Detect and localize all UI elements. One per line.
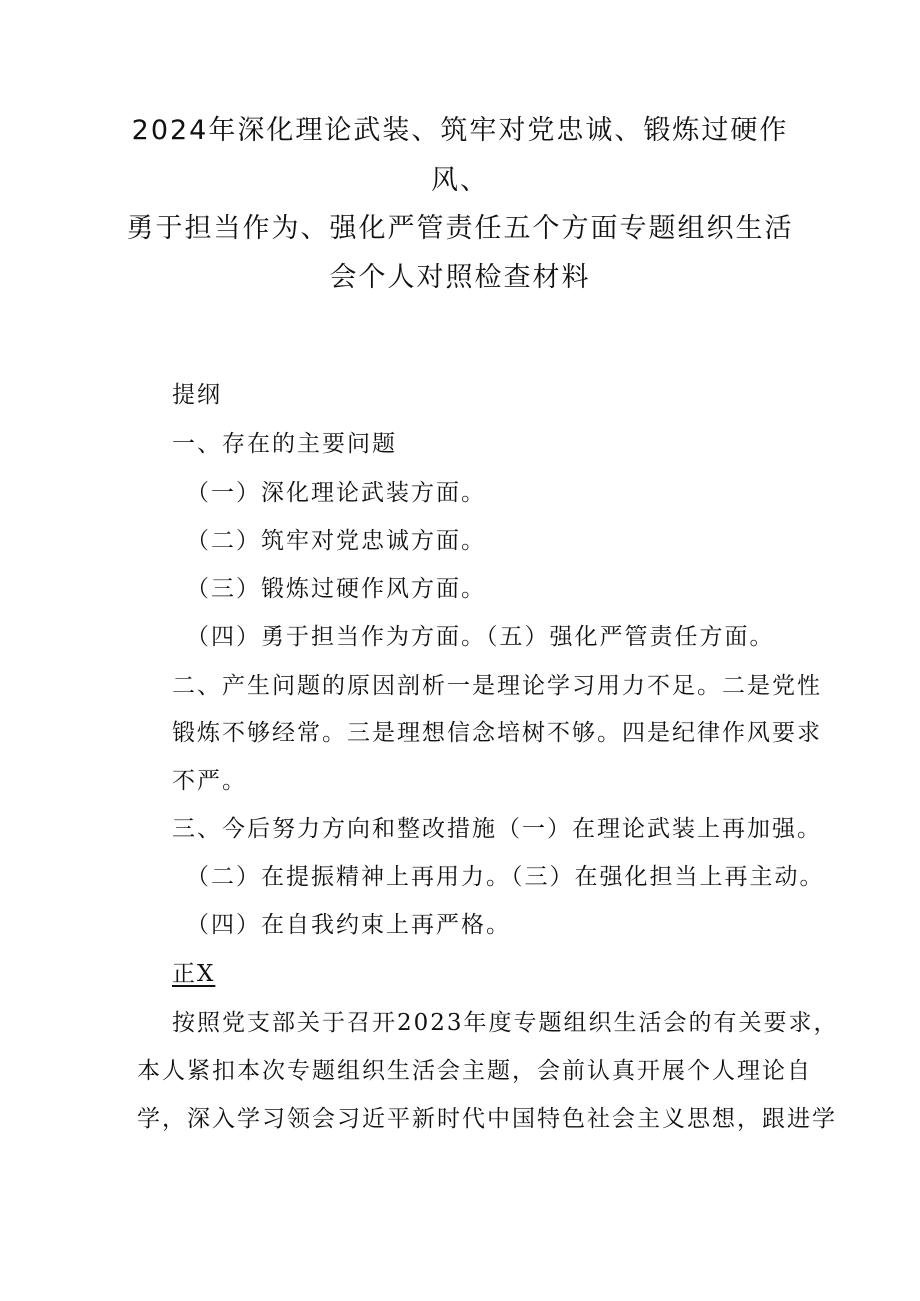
body-label: 正X [172, 961, 216, 987]
title-line-1: 2024年深化理论武装、筑牢对党忠诚、锻炼过硬作 [131, 115, 789, 146]
section-3-line: （二）在提振精神上再用力。（三）在强化担当上再主动。 [186, 864, 825, 890]
body-paragraph-line: 按照党支部关于召开2023年度专题组织生活会的有关要求， [172, 1010, 839, 1036]
section-2-line: 不严。 [172, 768, 247, 794]
body-paragraph-line: 本人紧扣本次专题组织生活会主题，会前认真开展个人理论自 [137, 1058, 812, 1084]
section-1-heading: 一、存在的主要问题 [172, 431, 397, 457]
title-line-4: 会个人对照检查材料 [329, 262, 591, 293]
section-2-line: 锻炼不够经常。三是理想信念培树不够。四是纪律作风要求 [172, 720, 822, 746]
section-1-item: （一）深化理论武装方面。 [186, 480, 486, 506]
section-1-item: （四）勇于担当作为方面。（五）强化严管责任方面。 [186, 624, 775, 650]
outline-label: 提纲 [172, 382, 222, 408]
section-1-item: （三）锻炼过硬作风方面。 [186, 576, 486, 602]
title-line-2: 风、 [431, 165, 489, 196]
section-2-line: 二、产生问题的原因剖析一是理论学习用力不足。二是党性 [172, 673, 822, 699]
title-line-3: 勇于担当作为、强化严管责任五个方面专题组织生活 [126, 213, 794, 244]
body-paragraph-line: 学，深入学习领会习近平新时代中国特色社会主义思想，跟进学 [137, 1106, 837, 1132]
section-3-line: （四）在自我约束上再严格。 [186, 912, 511, 938]
section-3-line: 三、今后努力方向和整改措施（一）在理论武装上再加强。 [172, 816, 822, 842]
section-1-item: （二）筑牢对党忠诚方面。 [186, 528, 486, 554]
